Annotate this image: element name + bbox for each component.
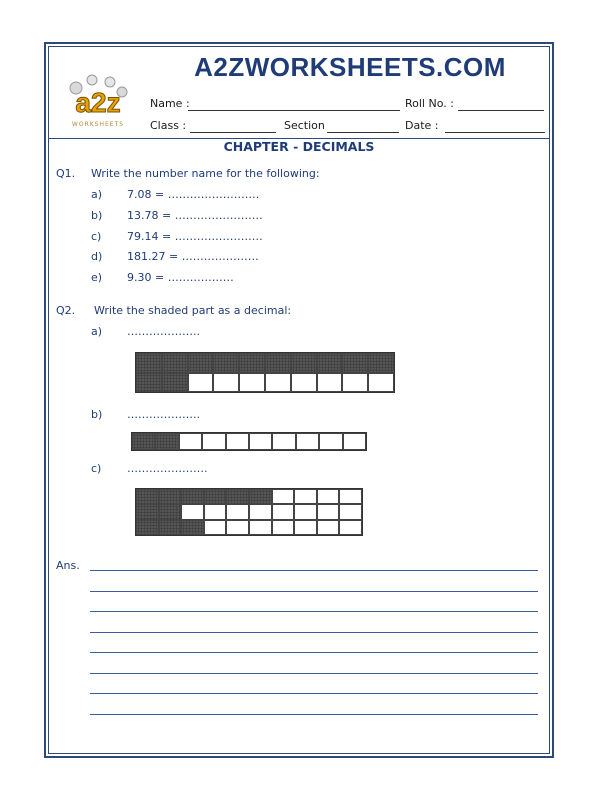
answer-line (90, 570, 538, 571)
grid-cell-empty (272, 504, 295, 519)
grid-cell-shaded (155, 433, 178, 450)
grid-cell-empty (202, 433, 225, 450)
answer-line (90, 652, 538, 653)
grid-cell-empty (294, 504, 317, 519)
grid-cell-shaded (159, 504, 182, 519)
grid-cell-empty (188, 373, 214, 393)
site-title: A2ZWORKSHEETS.COM (194, 52, 506, 82)
q1-item-label: b) (91, 209, 103, 222)
grid-cell-empty (204, 520, 227, 535)
grid-cell-shaded (162, 353, 188, 373)
grid-cell-shaded (226, 489, 249, 504)
grid-cell-empty (317, 520, 340, 535)
logo-mark: a2z (75, 87, 121, 118)
q2-answer-blank: …………………. (127, 462, 208, 475)
grid-cell-empty (343, 433, 366, 450)
grid-cell-empty (339, 489, 362, 504)
grid-cell-shaded (368, 353, 394, 373)
grid-cell-shaded (159, 489, 182, 504)
grid-cell-empty (368, 373, 394, 393)
grid-cell-empty (226, 520, 249, 535)
grid-cell-empty (179, 433, 202, 450)
q2-answer-blank: ……………….. (127, 408, 200, 421)
answer-line (90, 714, 538, 715)
grid-cell-empty (226, 504, 249, 519)
q1-item-label: c) (91, 230, 102, 243)
a2z-logo (58, 72, 138, 132)
q1-number: Q1. (56, 167, 76, 180)
q1-item-text: 9.30 = ……………… (127, 271, 234, 284)
grid-cell-empty (291, 373, 317, 393)
grid-cell-empty (213, 373, 239, 393)
q1-prompt: Write the number name for the following: (91, 167, 320, 180)
grid-cell-empty (342, 373, 368, 393)
grid-cell-empty (319, 433, 342, 450)
q1-item-text: 79.14 = …………………… (127, 230, 263, 243)
grid-cell-shaded (249, 489, 272, 504)
grid-cell-empty (272, 520, 295, 535)
answer-line (90, 693, 538, 694)
grid-cell-empty (317, 489, 340, 504)
grid-cell-shaded (317, 353, 343, 373)
q1-item-text: 7.08 = ……………………. (127, 188, 260, 201)
class-blank (190, 132, 276, 133)
grid-cell-empty (249, 520, 272, 535)
name-blank (188, 110, 400, 111)
grid-cell-empty (294, 489, 317, 504)
grid-cell-empty (317, 373, 343, 393)
shaded-grid-b (131, 432, 367, 451)
shaded-grid-a (135, 352, 395, 393)
q1-item-label: d) (91, 250, 103, 263)
grid-cell-shaded (204, 489, 227, 504)
q2-item-label: a) (91, 325, 103, 338)
grid-cell-empty (317, 504, 340, 519)
q2-answer-blank: ……………….. (127, 325, 200, 338)
grid-cell-shaded (136, 373, 162, 393)
date-blank (445, 132, 545, 133)
grid-cell-empty (296, 433, 319, 450)
grid-cell-shaded (159, 520, 182, 535)
date-label: Date : (405, 119, 439, 132)
answer-line (90, 673, 538, 674)
q1-item-text: 181.27 = ………………… (127, 250, 259, 263)
grid-cell-shaded (291, 353, 317, 373)
grid-cell-shaded (136, 504, 159, 519)
grid-cell-empty (204, 504, 227, 519)
grid-cell-empty (265, 373, 291, 393)
q2-item-label: b) (91, 408, 103, 421)
roll-blank (458, 110, 544, 111)
answer-line (90, 591, 538, 592)
grid-cell-empty (339, 504, 362, 519)
q2-item-label: c) (91, 462, 102, 475)
grid-cell-empty (181, 504, 204, 519)
grid-cell-shaded (342, 353, 368, 373)
grid-cell-empty (272, 489, 295, 504)
grid-cell-empty (272, 433, 295, 450)
q1-item-text: 13.78 = …………………… (127, 209, 263, 222)
q2-number: Q2. (56, 304, 76, 317)
grid-cell-empty (339, 520, 362, 535)
grid-cell-empty (294, 520, 317, 535)
answer-line (90, 632, 538, 633)
grid-cell-shaded (162, 373, 188, 393)
grid-cell-shaded (265, 353, 291, 373)
class-label: Class : (150, 119, 187, 132)
q1-item-label: a) (91, 188, 103, 201)
grid-cell-shaded (132, 433, 155, 450)
grid-cell-shaded (188, 353, 214, 373)
grid-cell-shaded (136, 520, 159, 535)
grid-cell-empty (249, 433, 272, 450)
grid-cell-empty (226, 433, 249, 450)
section-blank (327, 132, 399, 133)
grid-cell-empty (239, 373, 265, 393)
grid-cell-shaded (136, 353, 162, 373)
grid-cell-shaded (213, 353, 239, 373)
grid-cell-shaded (181, 489, 204, 504)
q2-prompt: Write the shaded part as a decimal: (94, 304, 292, 317)
name-label: Name : (150, 97, 190, 110)
logo-caption: WORKSHEETS (71, 121, 125, 128)
answer-label: Ans. (56, 559, 80, 572)
grid-cell-shaded (239, 353, 265, 373)
grid-cell-empty (249, 504, 272, 519)
shaded-grid-c (135, 488, 363, 536)
section-label: Section (284, 119, 325, 132)
grid-cell-shaded (181, 520, 204, 535)
q1-item-label: e) (91, 271, 103, 284)
chapter-title: CHAPTER - DECIMALS (223, 139, 375, 154)
grid-cell-shaded (136, 489, 159, 504)
roll-label: Roll No. : (405, 97, 454, 110)
answer-line (90, 611, 538, 612)
